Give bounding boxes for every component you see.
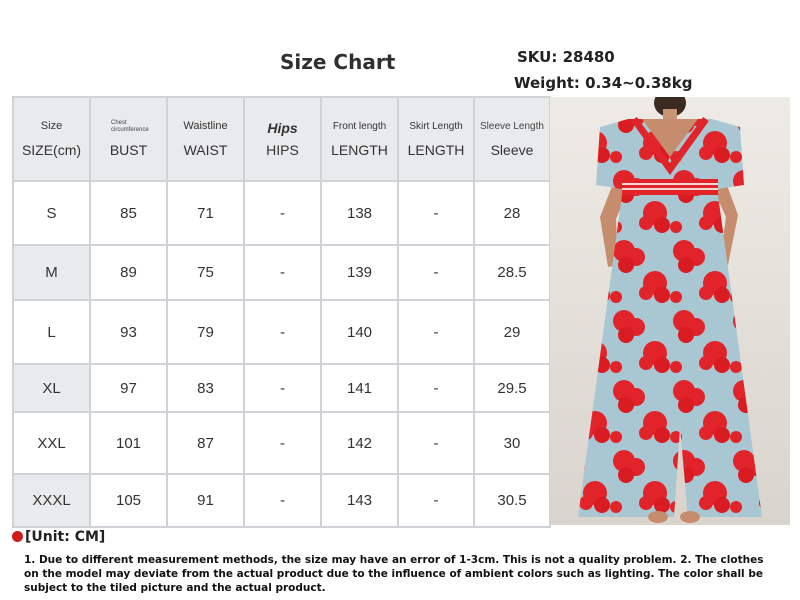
red-dot-icon [12,531,23,542]
hips-cell: - [244,474,321,527]
skirt-length-cell: - [398,300,474,364]
waist-cell: 83 [167,364,244,412]
front-length-cell: 142 [321,412,398,474]
header-size-label: Size [40,119,63,132]
header-cell-sleeve [474,97,550,181]
header-cell-hips [244,97,321,181]
header-bust-label: Chest circumference [111,119,149,133]
header-front-length-code: LENGTH [331,141,388,158]
header-waist-code: WAIST [183,142,228,159]
table-row [13,245,550,300]
size-cell: XL [13,364,90,412]
sleeve-cell: 28.5 [474,245,550,300]
header-cell-front-length [321,97,398,181]
size-cell: S [13,181,90,245]
table-header-row [13,97,550,181]
page-title: Size Chart [280,50,396,74]
size-cell: XXL [13,412,90,474]
bust-cell: 85 [90,181,167,245]
size-cell: XXXL [13,474,90,527]
waist-cell: 75 [167,245,244,300]
bust-cell: 93 [90,300,167,364]
front-length-cell: 139 [321,245,398,300]
sleeve-cell: 30.5 [474,474,550,527]
waist-cell: 71 [167,181,244,245]
skirt-length-cell: - [398,412,474,474]
bust-cell: 101 [90,412,167,474]
header-front-length-label: Front length [332,120,387,132]
size-cell: L [13,300,90,364]
header-cell-waist [167,97,244,181]
measurement-note: 1. Due to different measurement methods, the size may have an error of 1-3cm. This is not a quality problem. 2. The clothes on the model may deviate from the actual product due to the influence of ambient colors such as lighting. The color shall be subject to the tiled picture and the actual product. [24,554,764,594]
unit-text: [Unit: CM] [25,529,106,545]
front-length-cell: 141 [321,364,398,412]
bust-cell: 97 [90,364,167,412]
hips-cell: - [244,364,321,412]
unit-label [12,529,105,545]
skirt-length-cell: - [398,181,474,245]
weight-label: Weight: 0.34~0.38kg [514,74,693,92]
front-length-cell: 143 [321,474,398,527]
bust-cell: 89 [90,245,167,300]
table-row [13,181,550,245]
size-cell: M [13,245,90,300]
header-hips-label: Hips [267,120,298,136]
header-hips-code: HIPS [266,142,299,158]
waist-cell: 79 [167,300,244,364]
hips-cell: - [244,245,321,300]
hips-cell: - [244,300,321,364]
header-skirt-length-label: Skirt Length [409,120,463,132]
table-row [13,474,550,527]
waist-cell: 91 [167,474,244,527]
dress-illustration [550,97,790,525]
table-row [13,364,550,412]
front-length-cell: 138 [321,181,398,245]
hips-cell: - [244,181,321,245]
header-waist-label: Waistline [183,119,228,132]
skirt-length-cell: - [398,364,474,412]
sleeve-cell: 29.5 [474,364,550,412]
header-skirt-length-code: LENGTH [407,141,465,158]
bust-cell: 105 [90,474,167,527]
size-chart-table [12,96,551,528]
hips-cell: - [244,412,321,474]
header-sleeve-length-label: Sleeve Length [480,120,544,132]
header-size-unit: SIZE(cm) [21,142,82,159]
skirt-length-cell: - [398,245,474,300]
header-cell-skirt-length [398,97,474,181]
front-length-cell: 140 [321,300,398,364]
header-cell-size [13,97,90,181]
table-row [13,300,550,364]
sleeve-cell: 28 [474,181,550,245]
waist-cell: 87 [167,412,244,474]
sku-label: SKU: 28480 [517,48,615,66]
header-sleeve-code: Sleeve [490,141,534,158]
table-row [13,412,550,474]
header-bust-code: BUST [109,142,148,159]
skirt-length-cell: - [398,474,474,527]
sleeve-cell: 29 [474,300,550,364]
sleeve-cell: 30 [474,412,550,474]
header-cell-bust [90,97,167,181]
model-photo [550,97,790,525]
